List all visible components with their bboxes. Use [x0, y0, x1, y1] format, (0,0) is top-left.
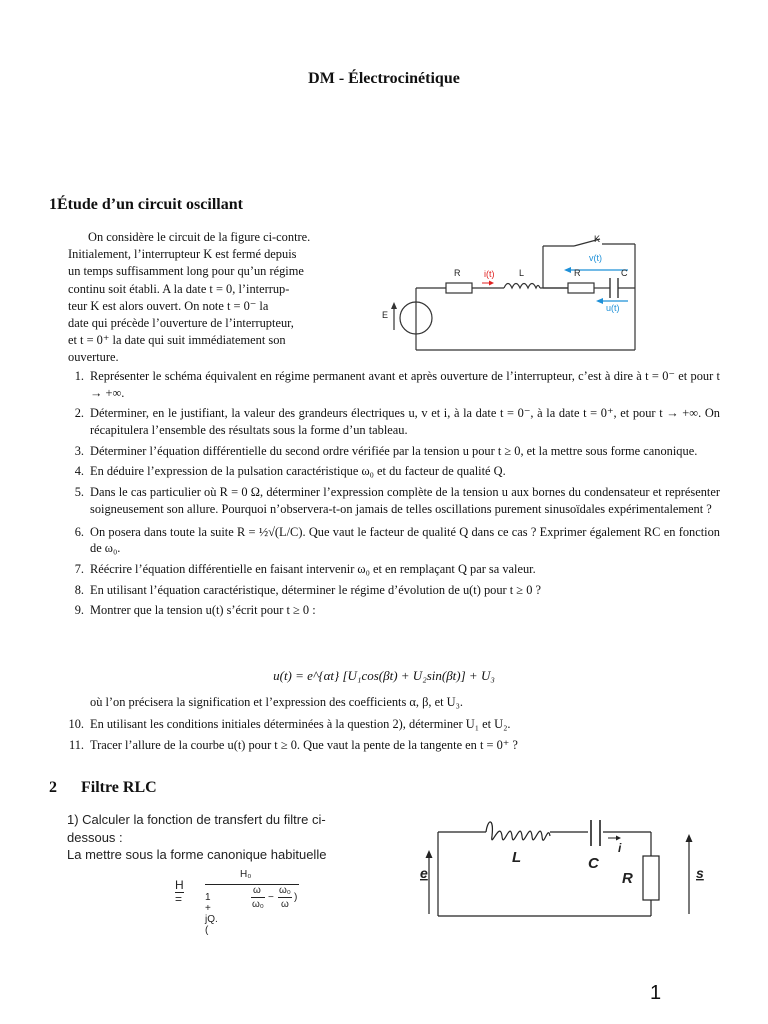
- question-list: [48, 368, 720, 623]
- voltage-v-label: v(t): [589, 253, 602, 263]
- intro-line: et t = 0⁺ la date qui suit immédiatement son: [68, 333, 286, 348]
- text-line: La mettre sous la forme canonique habituelle: [67, 847, 327, 862]
- inductor-label: L: [512, 849, 522, 866]
- resistor2-label: R: [574, 268, 581, 278]
- formula-u: u(t) = e^{αt} [U₁cos(βt) + U₂sin(βt)] + U₃: [273, 668, 495, 683]
- list-item: 11. Tracer l’allure de la courbe u(t) pour t ≥ 0. Que vaut la pente de la tangente en t = 0⁺ ?: [68, 737, 518, 752]
- rlc-filter-diagram: [408, 810, 720, 925]
- capacitor-label: C: [621, 268, 628, 278]
- intro-line: ouverture.: [68, 350, 119, 365]
- h-minus: −: [268, 892, 274, 903]
- question-list-b: [48, 716, 720, 757]
- voltage-u-label: u(t): [606, 303, 620, 313]
- intro-line: un temps suffisamment long pour qu’un régime: [68, 264, 304, 279]
- section2-number: 2: [49, 779, 57, 796]
- source-label: E: [382, 310, 389, 320]
- text-line: 1) Calculer la fonction de transfert du filtre ci-: [67, 812, 326, 827]
- list-item: 4. En déduire l’expression de la pulsation caractéristique ω₀ et du facteur de qualité Q.: [74, 464, 506, 479]
- list-item: 3. Déterminer l’équation différentielle du second ordre vérifiée par la tension u pour t ≥ 0, et la mettre sous forme canonique.: [74, 443, 698, 458]
- intro-line: continu soit établi. A la date t = 0, l’interrup-: [68, 281, 290, 296]
- intro-line: teur K est alors ouvert. On note t = 0⁻ la: [68, 298, 269, 313]
- list-item: 5. Dans le cas particulier où R = 0 Ω, déterminer l’expression complète de la tension u aux bornes du condensateur et représenter soigneusement son allure. Pourquoi n’observera-t-on jamais de telles oscillations purement sinusoïdales expérimentalement ?: [74, 484, 720, 516]
- section1-title: 1Étude d’un circuit oscillant: [49, 196, 243, 213]
- intro-line: Initialement, l’interrupteur K est fermé depuis: [68, 247, 297, 262]
- section2-text: [67, 811, 412, 864]
- list-item: 7. Réécrire l’équation différentielle en faisant intervenir ω₀ et en remplaçant Q par sa valeur.: [74, 561, 536, 576]
- inductor-icon: [504, 284, 540, 289]
- resistor-icon: [643, 856, 659, 900]
- h-lhs: H =: [175, 878, 184, 906]
- resistor1-label: R: [454, 268, 461, 278]
- h-denominator-prefix: 1 + jQ.(: [205, 892, 218, 936]
- resistor-icon: [568, 283, 594, 293]
- list-item: 2. Déterminer, en le justifiant, la valeur des grandeurs électriques u, v et i, à la date t = 0⁻, à la date t = 0⁺, et pour t → +∞. On récapitulera l’ensemble des résultats sous la forme d’un tableau.: [74, 406, 720, 438]
- intro-line: On considère le circuit de la figure ci-contre.: [88, 230, 311, 244]
- h-frac1-num: ω: [253, 885, 261, 896]
- text-line: dessous :: [67, 829, 123, 845]
- section1-intro: [68, 229, 364, 367]
- resistor-label: R: [622, 870, 633, 887]
- list-item: 9. Montrer que la tension u(t) s’écrit pour t ≥ 0 :: [74, 603, 316, 618]
- list-item: 6. On posera dans toute la suite R = ½√(L/C). Que vaut le facteur de qualité Q dans ce cas ? Exprimer également RC en fonction de ω₀.: [74, 524, 720, 556]
- inductor-label: L: [519, 268, 525, 278]
- page-number: 1: [650, 982, 662, 1004]
- section2-title: Filtre RLC: [81, 779, 157, 796]
- list-item: 10. En utilisant les conditions initiales déterminées à la question 2), déterminer U₁ et U₂.: [68, 717, 511, 731]
- current-label: i(t): [484, 269, 495, 279]
- capacitor-label: C: [588, 855, 599, 872]
- formula-explanation: où l’on précisera la signification et l’expression des coefficients α, β, et U₃.: [90, 695, 464, 709]
- intro-line: date qui précède l’ouverture de l’interrupteur,: [68, 316, 294, 331]
- inductor-icon: [486, 822, 550, 840]
- switch-label: K: [594, 234, 601, 244]
- resistor-icon: [446, 283, 472, 293]
- h-frac2-den: ω: [281, 899, 289, 910]
- output-label: s: [696, 865, 704, 881]
- list-item: 1. Représenter le schéma équivalent en régime permanent avant et après ouverture de l’interrupteur, c’est à dire à t = 0⁻ et pour t → +∞.: [74, 369, 720, 400]
- list-item: 8. En utilisant l’équation caractéristique, déterminer le régime d’évolution de u(t) pour t ≥ 0 ?: [74, 582, 541, 597]
- input-label: e: [420, 865, 428, 881]
- h-numerator: H₀: [240, 869, 252, 880]
- oscillating-circuit-diagram: [378, 230, 648, 355]
- h-denominator-suffix: ): [294, 892, 298, 903]
- document-title: DM - Électrocinétique: [308, 70, 460, 87]
- current-label: i: [618, 841, 622, 855]
- h-frac2-num: ω₀: [279, 885, 291, 896]
- h-frac1-den: ω₀: [252, 899, 264, 910]
